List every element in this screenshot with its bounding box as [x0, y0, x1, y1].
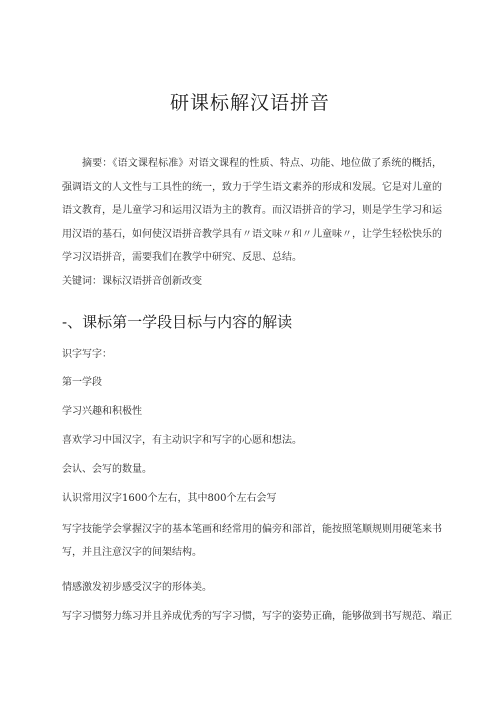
body-paragraph: 会认、会写的数量。 — [62, 464, 152, 475]
body-paragraph: 认识常用汉字1600个左右，其中800个左右会写 — [62, 493, 277, 504]
body-paragraph: 写字技能学会掌握汉字的基本笔画和经常用的偏旁和部首，能按照笔顺规则用硬笔来书写，并且注意汉字的间架结构。 — [62, 524, 442, 558]
page-title: 研课标解汉语拼音 — [169, 92, 330, 114]
abstract-text: 摘要：《语文课程标准》对语文课程的性质、特点、功能、地位做了系统的概括，强调语文的人文性与工具性的统一，致力于学生语文素养的形成和发展。它是对儿童的语文教育，是儿童学习和运用汉语为主的教育。而汉语拼音的学习，则是学生学习和运用汉语的基石，如何使汉语拼音教学具有〃语文味〃和〃儿童味〃，让学生轻松快乐的学习汉语拼音，需要我们在教学中研究、反思、总结。 — [62, 158, 442, 263]
body-paragraph: 情感激发初步感受汉字的形体美。 — [62, 582, 212, 593]
keywords-line: 关键词：课标汉语拼音创新改变 — [62, 276, 202, 287]
body-paragraph: 识字写字： — [62, 349, 112, 360]
body-paragraph: 写字习惯努力练习并且养成优秀的写字习惯，写字的姿势正确，能够做到书写规范、端正 — [62, 611, 452, 622]
abstract-paragraph — [62, 152, 442, 270]
body-paragraph: 第一学段 — [62, 377, 102, 388]
body-paragraph: 喜欢学习中国汉字，有主动识字和写字的心愿和想法。 — [62, 435, 302, 446]
section-heading: -、课标第一学段目标与内容的解读 — [62, 313, 293, 331]
body-paragraph: 学习兴趣和积极性 — [62, 406, 142, 417]
